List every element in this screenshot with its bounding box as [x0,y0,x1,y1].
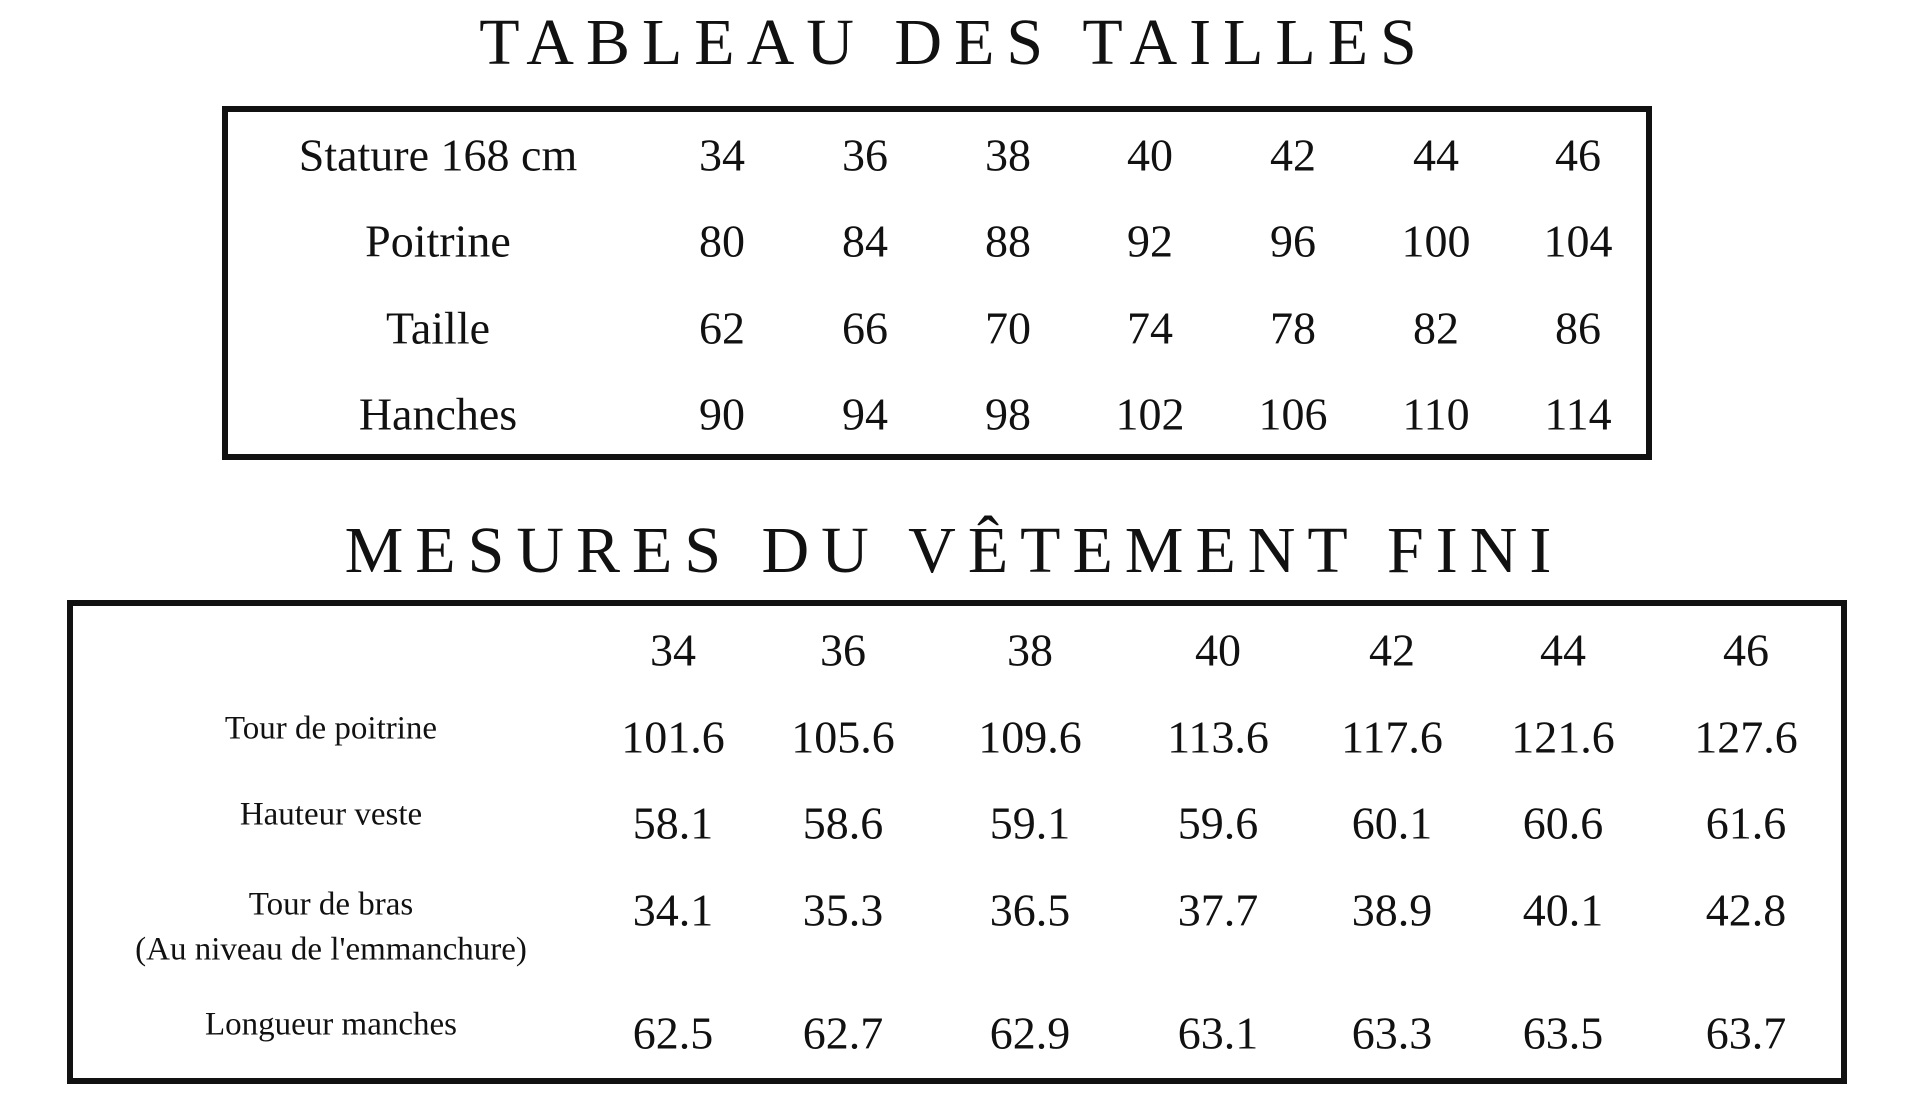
table-cell: 88 [985,215,1031,267]
table-cell: 58.1 [632,797,714,849]
table-cell: 34.1 [632,884,714,936]
table-cell: 98 [985,388,1031,440]
table-cell: 104 [1543,215,1613,267]
table-cell: 38.9 [1351,884,1433,936]
row-sublabel: (Au niveau de l'emmanchure) [135,931,527,968]
size-header: 44 [1413,129,1459,181]
table-cell: 105.6 [791,711,895,763]
row-label: Tour de bras [248,886,414,923]
row-label: Hauteur veste [239,796,423,833]
table-cell: 63.3 [1351,1007,1433,1059]
table-cell: 84 [842,215,888,267]
table-cell: 63.1 [1177,1007,1259,1059]
table-cell: 62.7 [802,1007,884,1059]
row-label: Poitrine [365,215,511,267]
size-header: 44 [1540,624,1586,676]
row-label: Hanches [358,388,518,440]
table-cell: 35.3 [802,884,884,936]
row-label: Taille [385,302,491,354]
size-header: 42 [1369,624,1415,676]
table-cell: 92 [1127,215,1173,267]
header-label: Stature 168 cm [298,129,578,181]
table-cell: 63.7 [1705,1007,1787,1059]
row-label: Longueur manches [205,1006,457,1043]
table-cell: 62 [699,302,745,354]
size-chart-title: TABLEAU DES TAILLES [479,6,1429,79]
table-cell: 62.9 [989,1007,1071,1059]
table-cell: 100 [1401,215,1471,267]
table-cell: 74 [1127,302,1173,354]
table-cell: 61.6 [1705,797,1787,849]
table-cell: 114 [1544,388,1612,440]
table-cell: 110 [1402,388,1470,440]
table-cell: 58.6 [802,797,884,849]
table-cell: 70 [985,302,1031,354]
size-header: 46 [1723,624,1769,676]
size-header: 38 [1007,624,1053,676]
table-cell: 82 [1413,302,1459,354]
table-cell: 78 [1270,302,1316,354]
table-cell: 59.1 [989,797,1071,849]
table-cell: 40.1 [1522,884,1604,936]
table-cell: 86 [1555,302,1601,354]
table-cell: 60.6 [1522,797,1604,849]
table-cell: 94 [842,388,888,440]
table-cell: 109.6 [978,711,1082,763]
row-label: Tour de poitrine [224,710,438,747]
table-cell: 66 [842,302,888,354]
table-cell: 42.8 [1705,884,1787,936]
size-header: 38 [985,129,1031,181]
table-cell: 59.6 [1177,797,1259,849]
table-cell: 127.6 [1694,711,1798,763]
size-header: 46 [1555,129,1601,181]
table-cell: 117.6 [1341,711,1443,763]
size-header: 36 [820,624,866,676]
table-cell: 121.6 [1511,711,1615,763]
table-cell: 106 [1258,388,1328,440]
size-header: 42 [1270,129,1316,181]
size-header: 36 [842,129,888,181]
table-cell: 102 [1115,388,1185,440]
table-cell: 80 [699,215,745,267]
size-header: 34 [699,129,745,181]
table-cell: 36.5 [989,884,1071,936]
table-cell: 37.7 [1177,884,1259,936]
table-cell: 90 [699,388,745,440]
finished-measurements-title: MESURES DU VÊTEMENT FINI [344,514,1564,587]
size-header: 40 [1127,129,1173,181]
size-header: 40 [1195,624,1241,676]
table-cell: 62.5 [632,1007,714,1059]
table-cell: 101.6 [621,711,725,763]
table-cell: 60.1 [1351,797,1433,849]
table-cell: 96 [1270,215,1316,267]
table-cell: 63.5 [1522,1007,1604,1059]
size-header: 34 [650,624,696,676]
table-cell: 113.6 [1167,711,1269,763]
